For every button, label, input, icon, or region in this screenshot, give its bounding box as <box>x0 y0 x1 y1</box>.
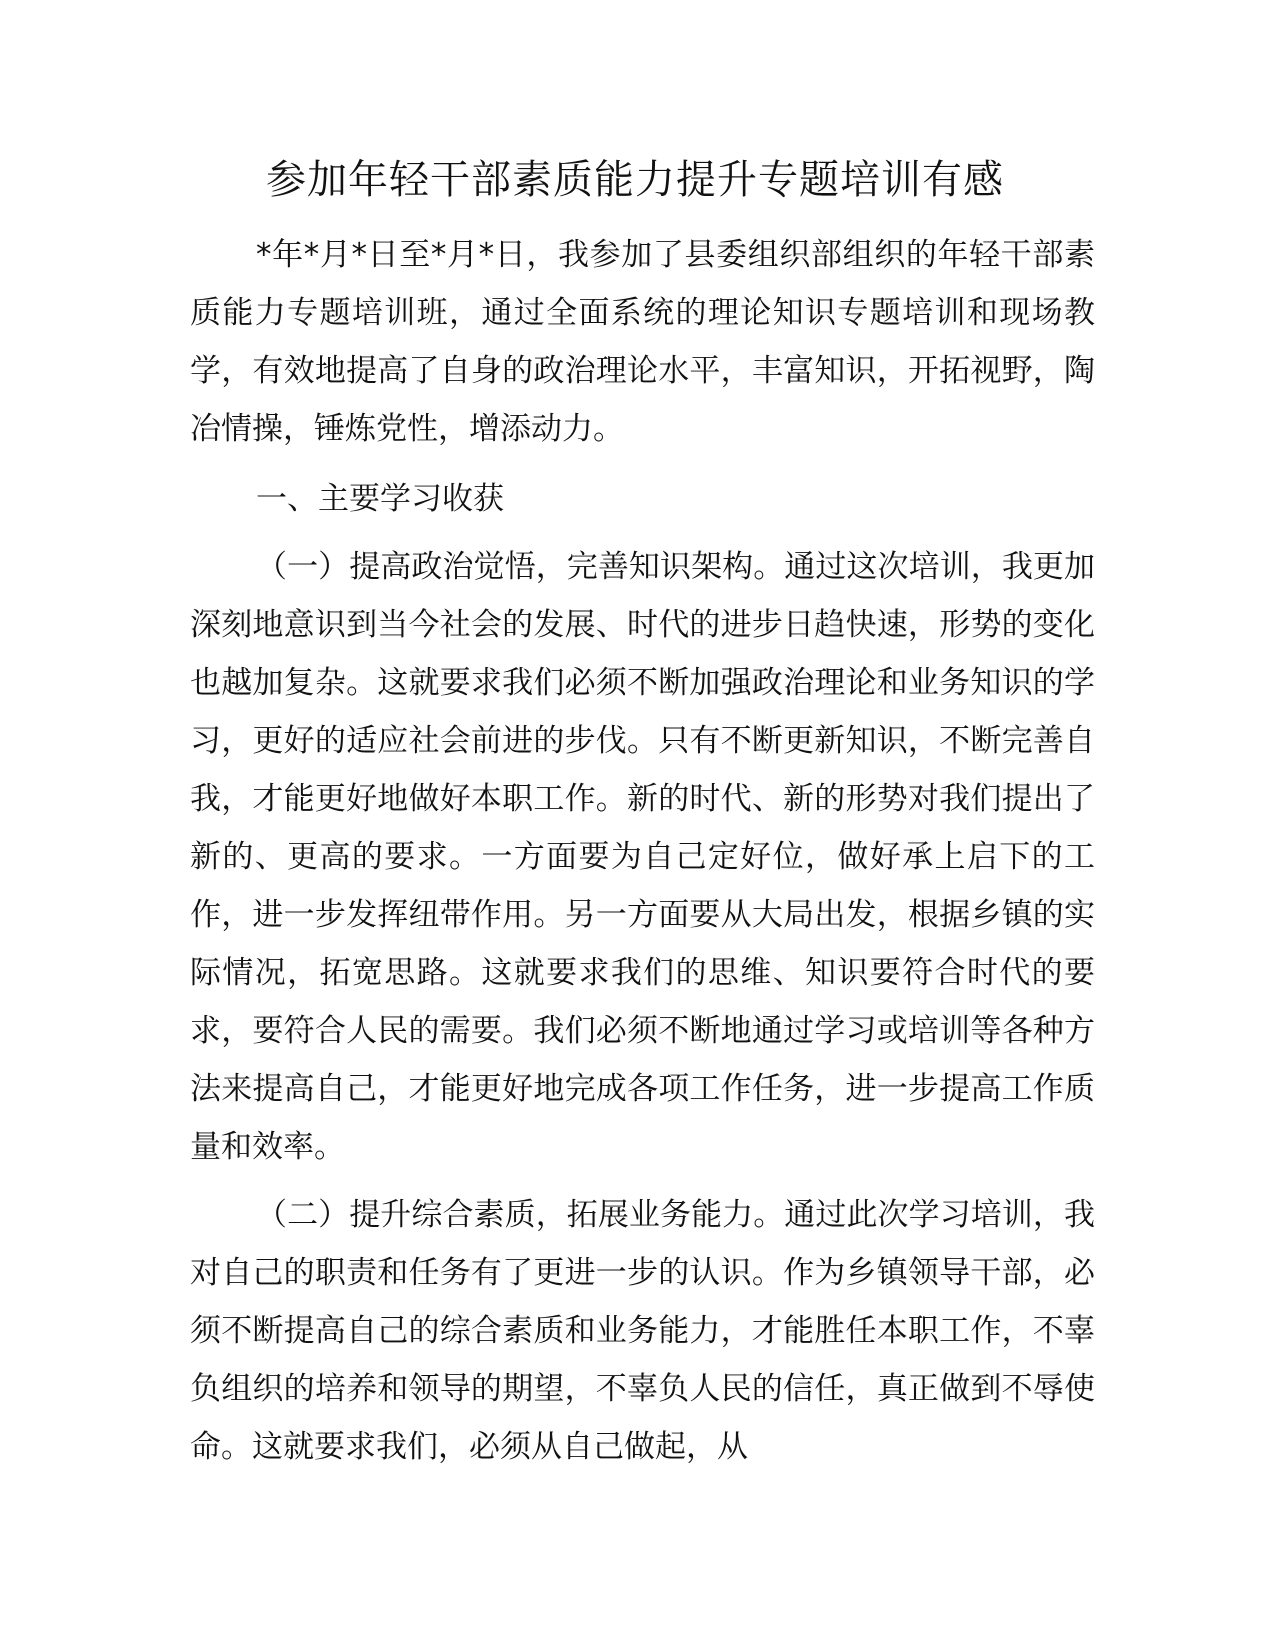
paragraph-part-two: （二）提升综合素质，拓展业务能力。通过此次学习培训，我对自己的职责和任务有了更进一步的认识。作为乡镇领导干部，必须不断提高自己的综合素质和业务能力，才能胜任本职工作，不辜负组织的培养和领导的期望，不辜负人民的信任，真正做到不辱使命。这就要求我们，必须从自己做起，从 <box>190 1197 1095 1465</box>
intro-paragraph: *年*月*日至*月*日，我参加了县委组织部组织的年轻干部素质能力专题培训班，通过全面系统的理论知识专题培训和现场教学，有效地提高了自身的政治理论水平，丰富知识，开拓视野，陶冶情操，锤炼党性，增添动力。 <box>190 237 1095 447</box>
paragraph-part-one: （一）提高政治觉悟，完善知识架构。通过这次培训，我更加深刻地意识到当今社会的发展、时代的进步日趋快速，形势的变化也越加复杂。这就要求我们必须不断加强政治理论和业务知识的学习，更好的适应社会前进的步伐。只有不断更新知识，不断完善自我，才能更好地做好本职工作。新的时代、新的形势对我们提出了新的、更高的要求。一方面要为自己定好位，做好承上启下的工作，进一步发挥纽带作用。另一方面要从大局出发，根据乡镇的实际情况，拓宽思路。这就要求我们的思维、知识要符合时代的要求，要符合人民的需要。我们必须不断地通过学习或培训等各种方法来提高自己，才能更好地完成各项工作任务，进一步提高工作质量和效率。 <box>190 549 1095 1165</box>
section-heading: 一、主要学习收获 <box>256 481 504 517</box>
document-title: 参加年轻干部素质能力提升专题培训有感 <box>266 157 1004 203</box>
document-body <box>190 226 1095 1476</box>
